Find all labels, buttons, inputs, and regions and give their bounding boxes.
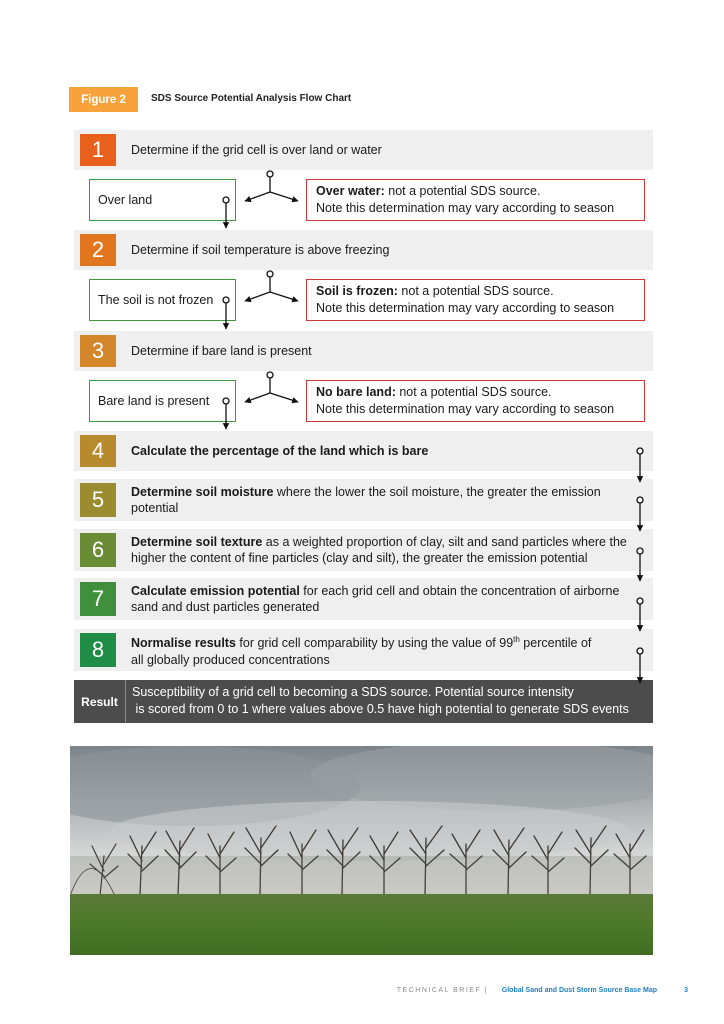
result-label: Result (74, 680, 126, 723)
step-text: Determine if soil temperature is above freezing (131, 243, 390, 257)
figure-title: SDS Source Potential Analysis Flow Chart (151, 93, 352, 104)
footer-title: Global Sand and Dust Storm Source Base Map (501, 987, 657, 994)
yes-box-over-land (89, 179, 236, 221)
step-bold: Determine soil texture (131, 535, 263, 549)
no-bold: No bare land: (316, 385, 396, 399)
result-line-2: is scored from 0 to 1 where values above 0.5 have high potential to generate SDS events (132, 702, 629, 716)
step-rest: for grid cell comparability by using the value of 99 (235, 636, 514, 651)
step-text (131, 578, 629, 620)
yes-label: Over land (98, 193, 153, 207)
cloud (110, 801, 630, 861)
step-5 (74, 479, 653, 521)
step-7 (74, 578, 653, 620)
arrow-right (270, 292, 298, 301)
step-1 (74, 130, 653, 170)
arrow-left (245, 393, 270, 402)
step-number: 8 (80, 633, 116, 667)
no-text: not a potential SDS source. (395, 385, 552, 399)
step-8 (74, 629, 653, 671)
step-text: Determine if bare land is present (131, 344, 312, 358)
yes-label: Bare land is present (98, 394, 210, 408)
step-6 (74, 529, 653, 571)
arrow-right (270, 393, 298, 402)
step-number: 5 (80, 483, 116, 517)
no-note: Note this determination may vary according to season (316, 402, 615, 416)
step-text: Determine if the grid cell is over land or water (131, 143, 382, 157)
step-text (131, 629, 603, 671)
step-rest: as a weighted proportion of clay, silt and sand particles where the higher the content of fine particles (clay and silt), the greater the emission potential (131, 535, 627, 565)
landscape-photo (70, 746, 653, 955)
no-note: Note this determination may vary according to season (316, 201, 615, 215)
result-text (132, 684, 629, 718)
result-bar (74, 680, 653, 723)
yes-box-not-frozen (89, 279, 236, 321)
no-box-frozen (306, 279, 645, 321)
step-text (131, 431, 629, 471)
superscript: th (513, 635, 520, 645)
result-line-1: Susceptibility of a grid cell to becoming a SDS source. Potential source intensity (132, 685, 574, 699)
step-bold: Calculate emission potential (131, 584, 300, 598)
no-bold: Soil is frozen: (316, 284, 398, 298)
tree-canopy-haze (70, 856, 653, 896)
step-2 (74, 230, 653, 270)
step-bold: Calculate the percentage of the land which is bare (131, 444, 429, 458)
arrow-left (245, 292, 270, 301)
no-line (316, 384, 644, 401)
connector-dot (267, 271, 273, 277)
step-number: 3 (80, 335, 116, 367)
no-line (316, 183, 644, 200)
page-number: 3 (684, 987, 688, 994)
step-3 (74, 331, 653, 371)
no-text: not a potential SDS source. (397, 284, 554, 298)
footer-brief: TECHNICAL BRIEF | (396, 987, 488, 994)
arrow-right (270, 192, 298, 201)
step-rest-2: percentile of all globally produced concentrations (131, 636, 592, 667)
step-number: 6 (80, 533, 116, 567)
step-number: 4 (80, 435, 116, 467)
arrow-left (245, 192, 270, 201)
no-text: not a potential SDS source. (384, 184, 541, 198)
step-number: 1 (80, 134, 116, 166)
yes-label: The soil is not frozen (98, 293, 214, 307)
step-rest: for each grid cell and obtain the concentration of airborne sand and dust particles generated (131, 584, 620, 614)
no-note: Note this determination may vary according to season (316, 301, 615, 315)
step-text (131, 529, 631, 571)
no-bold: Over water: (316, 184, 385, 198)
step-bold: Normalise results (131, 636, 236, 651)
no-line (316, 283, 644, 300)
step-4 (74, 431, 653, 471)
step-number: 2 (80, 234, 116, 266)
yes-box-bare-land (89, 380, 236, 422)
connector-dot (267, 372, 273, 378)
no-box-over-water (306, 179, 645, 221)
step-rest: where the lower the soil moisture, the greater the emission potential (131, 485, 601, 515)
step-text (131, 479, 629, 521)
step-bold: Determine soil moisture (131, 485, 274, 499)
figure-badge: Figure 2 (69, 87, 138, 112)
grass-field (70, 894, 653, 955)
connector-dot (267, 171, 273, 177)
step-number: 7 (80, 582, 116, 616)
no-box-no-bare-land (306, 380, 645, 422)
